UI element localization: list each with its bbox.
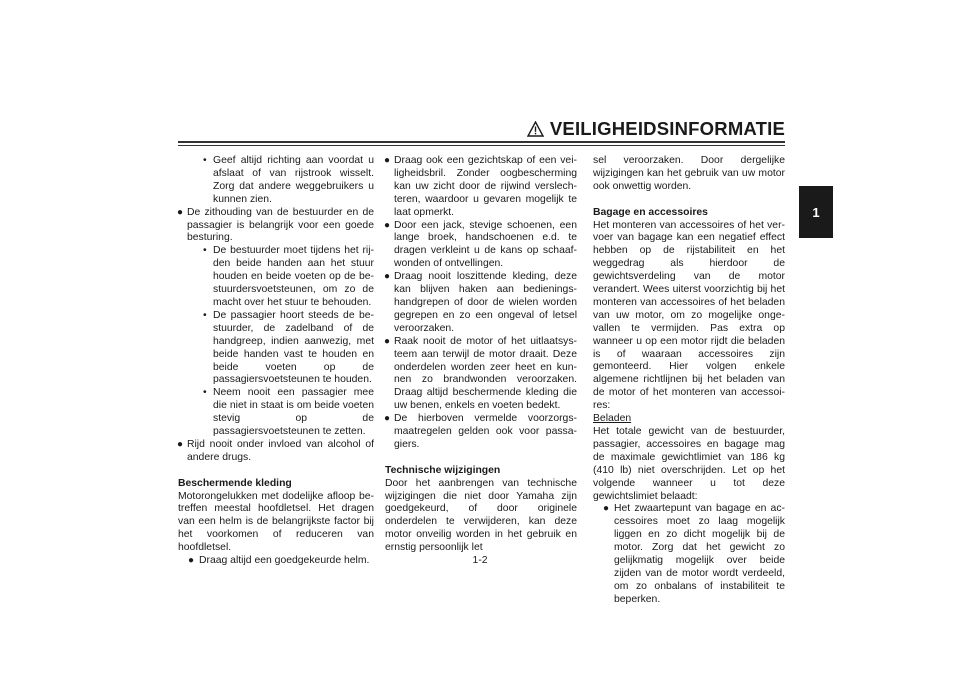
page-header [500, 118, 785, 140]
bullet-icon: • [203, 309, 207, 321]
bullet-icon: ● [384, 413, 391, 425]
bullet-item: ● Draag nooit loszittende kleding, deze kan blijven haken aan bedieningshandgrepen of door de wielen worden gegrepen en zo een ongeval of letsel veroorzaken. [384, 271, 577, 334]
bullet-item: ● Door een jack, stevige schoenen, een lange broek, handschoenen e.d. te dragen verkleint u de kans op schaafwonden of ontvellingen. [384, 219, 577, 270]
bullet-item: ● Raak nooit de motor of het uitlaatsysteem aan terwijl de motor draait. Deze onderdelen worden zeer heet en kunnen zo brandwonden veroorzaken. Draag altijd beschermende kleding die uw benen, enkels en voeten bedekt. [384, 335, 577, 412]
bullet-item: ● Draag altijd een goedgekeurde helm. [188, 555, 370, 567]
bullet-icon: • [203, 387, 207, 399]
paragraph: Het monteren van accessoires of het vervoer van bagage kan een negatief effect hebben op de rijstabiliteit en het weggedrag als hierdoor de gewichtsverdeling van de motor verandert. Wees uiterst voorzichtig bij het monteren van accessoires of het beladen van uw motor, om zo mogelijke ongevallen te vermijden. Pas extra op wanneer u op een motor rijdt die beladen is of waaraan accessoires zijn gemonteerd. Hier volgen enkele algemene richtlijnen bij het beladen van de motor of het monteren van accessoires: [593, 219, 785, 412]
page-title: VEILIGHEIDSINFORMATIE [549, 118, 785, 139]
bullet-icon: ● [384, 155, 391, 166]
bullet-icon: ● [384, 335, 391, 347]
column-1 [178, 155, 374, 568]
bullet-icon: ● [384, 271, 391, 283]
page-number: 1-2 [472, 555, 488, 566]
bullet-item: ● Het zwaartepunt van bagage en accessoires moet zo laag mogelijk liggen en zo dicht mogelijk bij de motor. Zorg dat het gewicht zo gelijkmatig mogelijk over beide zijden van de motor wordt verdeeld, om zo onbalans of instabiliteit te beperken. [603, 503, 785, 605]
bullet-item: ● Draag ook een gezichtskap of een veiligheidsbril. Zonder oogbescherming kan uw zicht door de rijwind verslechteren, waardoor u gevaren mogelijk te laat opmerkt. [384, 155, 577, 218]
section-tab: 1 [799, 186, 833, 238]
bullet-icon: ● [384, 219, 391, 231]
bullet-item: ● Rijd nooit onder invloed van alcohol of andere drugs. [177, 438, 374, 463]
bullet-icon: ● [177, 206, 184, 218]
subsection-label: Beladen [593, 413, 632, 425]
bullet-icon: • [203, 245, 207, 257]
section-heading: Beschermende kleding [178, 477, 292, 489]
paragraph: Door het aanbrengen van technische wijzigingen die niet door Yamaha zijn goedgekeurd, of door originele onderdelen te verwijderen, kan deze motor onveilig worden in het gebruik en ernstig persoonlijk let [385, 477, 577, 554]
sub-bullet: • Neem nooit een passagier mee die niet in staat is om beide voeten stevig op de passagiersvoetsteunen te zetten. [203, 387, 374, 438]
bullet-icon: ● [603, 503, 610, 515]
sub-bullet: • De bestuurder moet tijdens het rijden beide handen aan het stuur houden en beide voeten op de bestuurdersvoetsteunen, om zo de macht over het stuur te behouden. [203, 245, 374, 308]
bullet-item: ● De zithouding van de bestuurder en de passagier is belangrijk voor een goede besturing. [177, 206, 374, 244]
column-3 [593, 155, 785, 607]
paragraph: Het totale gewicht van de bestuurder, passagier, accessoires en bagage mag de maximale gewichtlimiet van 186 kg (410 lb) niet overschrijden. Let op het volgende wanneer u tot deze gewichtslimiet belaadt: [593, 426, 785, 502]
section-heading: Bagage en accessoires [593, 206, 708, 218]
header-rule [178, 141, 785, 143]
paragraph: sel veroorzaken. Door dergelijke wijzigingen kan het gebruik van uw motor ook onwettig worden. [593, 155, 785, 192]
bullet-icon: ● [188, 555, 195, 567]
column-2 [385, 155, 577, 555]
bullet-icon: • [203, 155, 207, 166]
warning-triangle-icon [527, 121, 544, 137]
sub-bullet: • De passagier hoort steeds de bestuurder, de zadelband of de handgreep, indien aanwezig, met beide handen vast te houden en beide voeten op de passagiersvoetsteunen te houden. [203, 309, 374, 386]
header-rule-thin [178, 145, 785, 146]
bullet-item: ● De hierboven vermelde voorzorgsmaatregelen gelden ook voor passagiers. [384, 413, 577, 450]
paragraph: Motorongelukken met dodelijke afloop betreffen meestal hoofdletsel. Het dragen van een helm is de belangrijkste factor bij het voorkomen of reduceren van hoofdletsel. [178, 490, 374, 554]
bullet-icon: ● [177, 438, 184, 450]
section-heading: Technische wijzigingen [385, 464, 501, 476]
sub-bullet: • Geef altijd richting aan voordat u afslaat of van rijstrook wisselt. Zorg dat andere weggebruikers u kunnen zien. [203, 155, 374, 205]
